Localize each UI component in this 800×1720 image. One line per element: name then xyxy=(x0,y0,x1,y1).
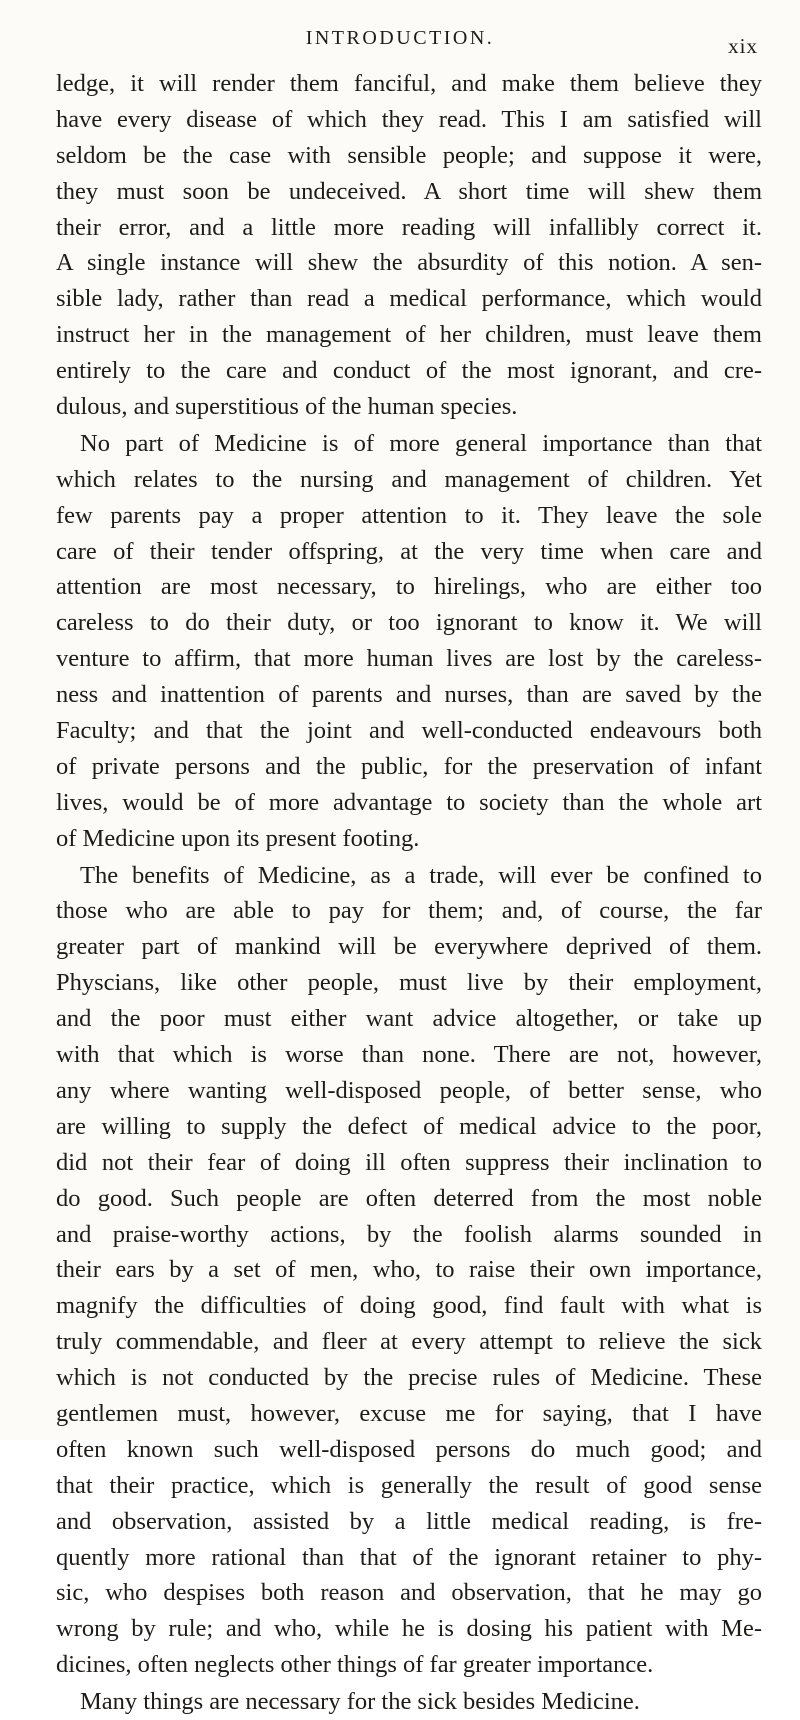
text-line: attention are most necessary, to hirelings, who are either too xyxy=(56,573,762,601)
text-line: Faculty; and that the joint and well-conducted endeavours both xyxy=(56,717,762,745)
paragraph-first-line: The benefits of Medicine, as a trade, will ever be confined to xyxy=(80,861,762,889)
text-line: they must soon be undeceived. A short time will shew them xyxy=(56,177,762,205)
text-line: their error, and a little more reading will infallibly correct it. xyxy=(56,213,762,241)
text-line: ledge, it will render them fanciful, and make them believe they xyxy=(56,70,762,97)
text-line: which is not conducted by the precise rules of Medicine. These xyxy=(56,1364,762,1392)
text-line: often known such well-disposed persons do much good; and xyxy=(56,1435,762,1463)
text-line: their ears by a set of men, who, to raise their own importance, xyxy=(56,1256,762,1284)
page-number: xix xyxy=(728,34,758,58)
text-line: wrong by rule; and who, while he is dosing his patient with Me- xyxy=(56,1615,762,1643)
text-line: instruct her in the management of her children, must leave them xyxy=(56,321,762,349)
text-line: that their practice, which is generally the result of good sense xyxy=(56,1471,762,1499)
text-line: sic, who despises both reason and observation, that he may go xyxy=(56,1579,762,1607)
text-line: are willing to supply the defect of medical advice to the poor, xyxy=(56,1112,762,1140)
text-line: ness and inattention of parents and nurses, than are saved by the xyxy=(56,681,762,709)
text-line: did not their fear of doing ill often suppress their inclination to xyxy=(56,1148,762,1176)
running-head-title: INTRODUCTION. xyxy=(305,27,495,49)
text-line: few parents pay a proper attention to it. They leave the sole xyxy=(56,501,762,529)
text-line: which relates to the nursing and management of children. Yet xyxy=(56,465,762,493)
text-line: have every disease of which they read. This I am satisfied will xyxy=(56,105,762,133)
text-line: those who are able to pay for them; and, of course, the far xyxy=(56,897,762,925)
text-line: dulous, and superstitious of the human species. xyxy=(56,393,518,421)
text-line: Physcians, like other people, must live by their employment, xyxy=(56,969,762,997)
body-text xyxy=(56,66,762,1720)
text-line: entirely to the care and conduct of the most ignorant, and cre- xyxy=(56,357,762,385)
text-line: sible lady, rather than read a medical performance, which would xyxy=(56,285,762,313)
text-line: gentlemen must, however, excuse me for saying, that I have xyxy=(56,1399,762,1427)
text-line: any where wanting well-disposed people, of better sense, who xyxy=(56,1076,762,1104)
text-line: lives, would be of more advantage to society than the whole art xyxy=(56,788,762,816)
text-line: greater part of mankind will be everywhere deprived of them. xyxy=(56,933,762,961)
text-line: careless to do their duty, or too ignorant to know it. We will xyxy=(56,609,762,637)
text-line: truly commendable, and fleer at every attempt to relieve the sick xyxy=(56,1328,762,1356)
text-line: quently more rational than that of the ignorant retainer to phy- xyxy=(56,1543,762,1571)
text-line: and the poor must either want advice altogether, or take up xyxy=(56,1005,762,1033)
text-line: do good. Such people are often deterred from the most noble xyxy=(56,1184,762,1212)
text-line: dicines, often neglects other things of far greater importance. xyxy=(56,1651,654,1679)
paragraph-first-line: Many things are necessary for the sick besides Medicine. xyxy=(80,1688,640,1716)
running-head xyxy=(0,18,800,58)
text-line: of Medicine upon its present footing. xyxy=(56,824,420,852)
text-line: with that which is worse than none. There are not, however, xyxy=(56,1041,762,1069)
text-line: A single instance will shew the absurdity of this notion. A sen- xyxy=(56,249,762,277)
text-line: and observation, assisted by a little medical reading, is fre- xyxy=(56,1507,762,1535)
text-line: venture to affirm, that more human lives are lost by the careless- xyxy=(56,645,762,673)
paragraph-first-line: No part of Medicine is of more general importance than that xyxy=(80,429,762,457)
text-line: seldom be the case with sensible people; and suppose it were, xyxy=(56,141,762,169)
text-line: care of their tender offspring, at the very time when care and xyxy=(56,537,762,565)
text-line: magnify the difficulties of doing good, find fault with what is xyxy=(56,1292,762,1320)
text-line: of private persons and the public, for the preservation of infant xyxy=(56,752,762,780)
text-line: and praise-worthy actions, by the foolish alarms sounded in xyxy=(56,1220,762,1248)
